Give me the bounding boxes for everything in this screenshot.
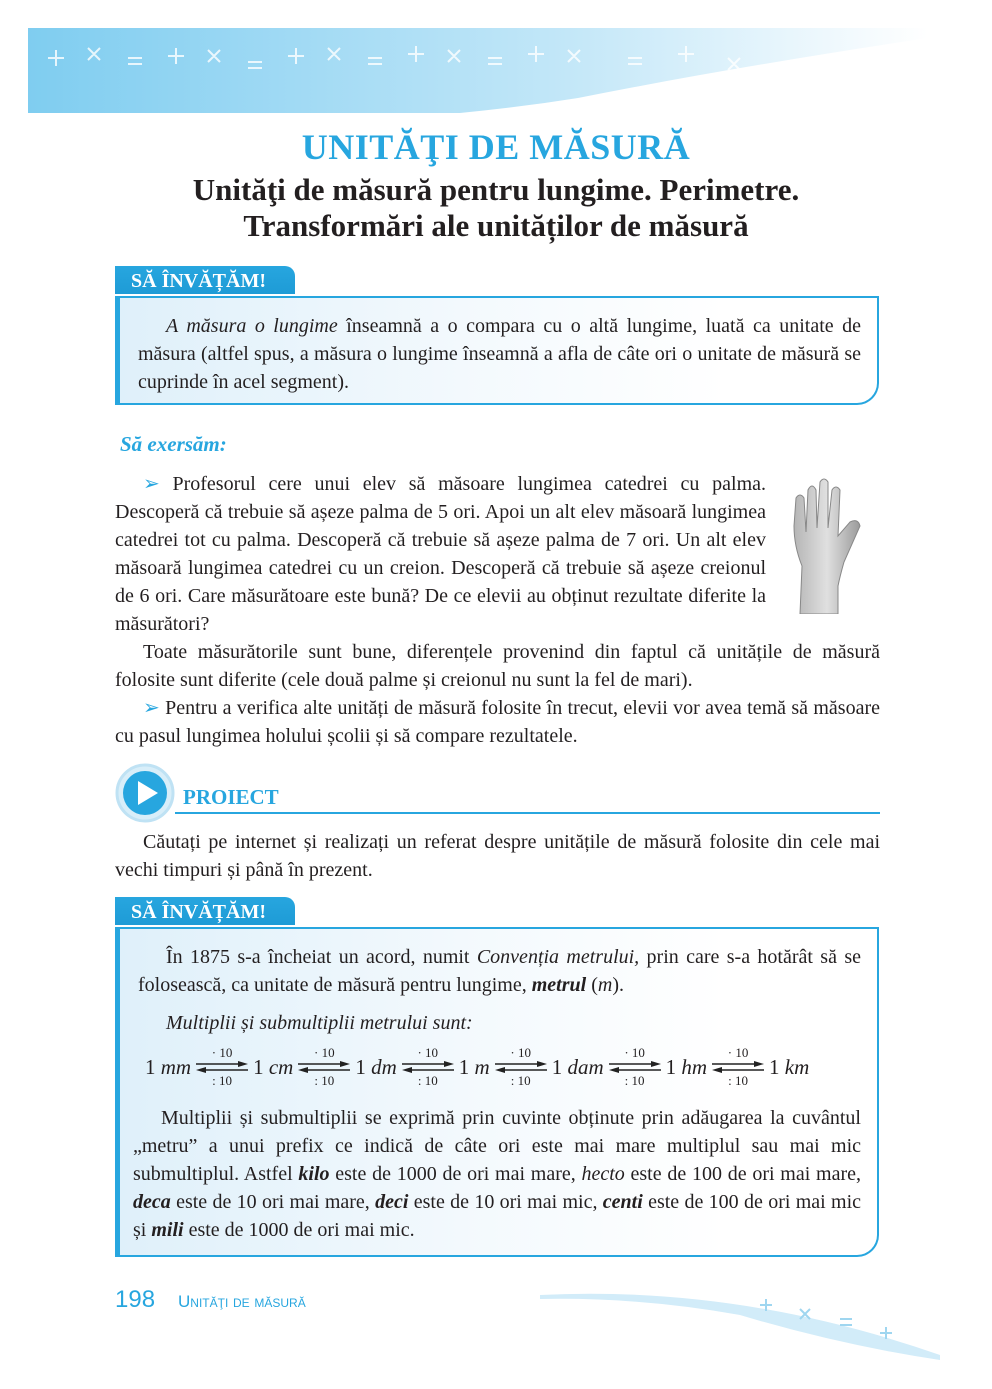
prefix-explanation xyxy=(133,1104,861,1244)
text-segment: ( xyxy=(586,974,598,996)
divide-label: : 10 xyxy=(212,1073,233,1088)
divide-label: : 10 xyxy=(314,1073,335,1088)
metre-convention-text xyxy=(138,943,861,999)
emphasized-term: Convenția metrului, xyxy=(476,946,640,968)
learn-tab: SĂ ÎNVĂȚĂM! xyxy=(115,897,295,925)
emphasized-term: metrul xyxy=(531,974,587,996)
unit-quantity: 1 xyxy=(145,1054,161,1079)
double-arrow-icon xyxy=(194,1061,250,1073)
conversion-arrows xyxy=(710,1045,766,1089)
multiply-label: · 10 xyxy=(727,1045,749,1060)
unit-quantity: 1 xyxy=(665,1054,682,1079)
text-segment: În 1875 s-a încheiat un acord, numit xyxy=(166,946,477,968)
unit-label xyxy=(666,1055,707,1080)
unit-label xyxy=(145,1055,191,1080)
text-segment: prin care s-a hotărât să se folosească, ca unitate de măsură pentru lungime, xyxy=(138,946,861,996)
multiply-label: · 10 xyxy=(624,1045,645,1060)
emphasized-term: Multiplii și submultiplii metrului sunt: xyxy=(166,1012,473,1034)
text-segment: ). xyxy=(612,974,624,996)
page-subtitle xyxy=(0,172,992,244)
unit-quantity: 1 xyxy=(769,1054,785,1079)
text-segment: Pentru a verifica alte unități de măsură folosite în trecut, elevii vor avea temă să măsoare cu pasul lungimea holului școlii și să compare rezultatele. xyxy=(115,697,881,747)
text-segment: este de 10 ori mai mare, xyxy=(170,1191,376,1213)
conversion-arrows xyxy=(194,1045,250,1089)
multiply-label: · 10 xyxy=(417,1045,439,1060)
unit-symbol: cm xyxy=(268,1054,294,1079)
emphasized-term: A măsura o lungime xyxy=(166,315,338,337)
text-segment: înseamnă a o compara cu o altă lungime, luată ca unitate de măsura (altfel spus, a măsura o lungime înseamnă a afla de câte ori o unitate de măsură se cuprinde în acel segment). xyxy=(138,315,861,393)
project-divider xyxy=(175,812,880,814)
divide-label: : 10 xyxy=(624,1073,645,1088)
emphasized-term: deci xyxy=(375,1191,409,1213)
page-title: UNITĂŢI DE MĂSURĂ xyxy=(301,127,691,167)
unit-label xyxy=(769,1055,809,1080)
conversion-arrows xyxy=(493,1045,549,1089)
unit-symbol: m xyxy=(474,1054,490,1079)
text-segment: este de 1000 de ori mai mic. xyxy=(183,1219,415,1241)
exercise-text xyxy=(115,697,880,747)
multiply-label: · 10 xyxy=(314,1045,335,1060)
unit-quantity: 1 xyxy=(253,1054,269,1079)
double-arrow-icon xyxy=(400,1061,456,1073)
emphasized-term: mili xyxy=(151,1219,184,1241)
double-arrow-icon xyxy=(296,1061,352,1073)
divide-label: : 10 xyxy=(417,1073,438,1088)
project-label: PROIECT xyxy=(183,785,279,809)
subtitle-line: Unităţi de măsură pentru lungime. Perimetre. xyxy=(192,172,800,207)
project-play-icon xyxy=(113,762,179,824)
unit-symbol: dm xyxy=(371,1054,397,1079)
exercise-paragraph-3 xyxy=(115,694,880,750)
text-segment: Căutați pe internet și realizați un referat despre unitățile de măsură folosite din cele mai vechi timpuri și până în prezent. xyxy=(115,831,880,881)
exercise-heading: Să exersăm: xyxy=(120,432,227,456)
unit-quantity: 1 xyxy=(458,1054,475,1079)
text-segment: este de 10 ori mai mic, xyxy=(408,1191,603,1213)
unit-symbol: dam xyxy=(567,1054,604,1079)
definition-box xyxy=(115,296,879,405)
text-segment: Toate măsurătorile sunt bune, diferențele provenind din faptul că unitățile de măsură folosite sunt diferite (cele două palme și creionul nu sunt la fel de mari). xyxy=(115,641,880,691)
unit-quantity: 1 xyxy=(355,1054,372,1079)
learn-tab: SĂ ÎNVĂȚĂM! xyxy=(115,266,295,294)
bullet-arrow-icon: ➢ xyxy=(143,697,160,719)
conversion-arrows xyxy=(607,1045,663,1089)
definition-text xyxy=(138,312,861,396)
multiply-label: · 10 xyxy=(510,1045,531,1060)
unit-label xyxy=(459,1055,490,1080)
exercise-text xyxy=(115,473,766,635)
text-segment: Multiplii și submultiplii se exprimă prin cuvinte obținute prin adăugarea la cuvântul „metru” a unui prefix ce indică de câte ori este mai mare multiplul sau mai mic submultiplul. Astfel xyxy=(133,1107,861,1185)
emphasized-term: centi xyxy=(602,1191,643,1213)
emphasized-term: deca xyxy=(133,1191,171,1213)
hand-image xyxy=(788,476,868,614)
unit-symbol: km xyxy=(784,1054,810,1079)
unit-label xyxy=(355,1055,396,1080)
unit-symbol: hm xyxy=(681,1054,708,1079)
divide-label: : 10 xyxy=(728,1073,748,1088)
math-symbols-footer-decoration xyxy=(540,1285,940,1360)
conversion-arrows xyxy=(400,1045,456,1089)
double-arrow-icon xyxy=(493,1061,549,1073)
double-arrow-icon xyxy=(710,1061,766,1073)
emphasized-term: hecto xyxy=(581,1163,625,1185)
unit-quantity: 1 xyxy=(551,1054,568,1079)
multiply-label: · 10 xyxy=(211,1045,233,1060)
unit-label xyxy=(552,1055,604,1080)
bullet-arrow-icon: ➢ xyxy=(143,473,160,495)
text-segment: este de 100 de ori mai mare, xyxy=(624,1163,861,1185)
math-symbols-banner xyxy=(28,28,928,113)
double-arrow-icon xyxy=(607,1061,663,1073)
conversion-arrows xyxy=(296,1045,352,1089)
unit-conversion-chain xyxy=(145,1042,875,1092)
exercise-paragraph-1 xyxy=(115,470,766,638)
text-segment: este de 1000 de ori mai mare, xyxy=(329,1163,582,1185)
emphasized-term: m xyxy=(597,974,613,996)
text-segment: este de 100 de ori mai mic și xyxy=(133,1191,862,1241)
text-segment: Profesorul cere unui elev să măsoare lungimea catedrei cu palma. Descoperă că trebuie să așeze palma de 5 ori. Apoi un alt elev măsoară lungimea catedrei tot cu palma. Descoperă că trebuie să așeze palma de 7 ori. Un alt elev măsoară lungimea catedrei cu un creion. Descoperă că trebuie să așeze creionul de 6 ori. Care măsurătoare este bună? De ce elevii au obținut rezultate diferite la măsurători? xyxy=(115,473,767,635)
unit-label xyxy=(253,1055,293,1080)
exercise-paragraph-2 xyxy=(115,638,880,694)
project-text xyxy=(115,828,880,884)
page-number: 198 xyxy=(115,1286,156,1313)
unit-symbol: mm xyxy=(160,1054,192,1079)
divide-label: : 10 xyxy=(510,1073,531,1088)
subtitle-line: Transformări ale unităților de măsură xyxy=(243,208,749,243)
emphasized-term: kilo xyxy=(298,1163,330,1185)
multiples-heading xyxy=(138,1009,861,1037)
footer-section-title: Unităţi de măsură xyxy=(178,1292,306,1311)
